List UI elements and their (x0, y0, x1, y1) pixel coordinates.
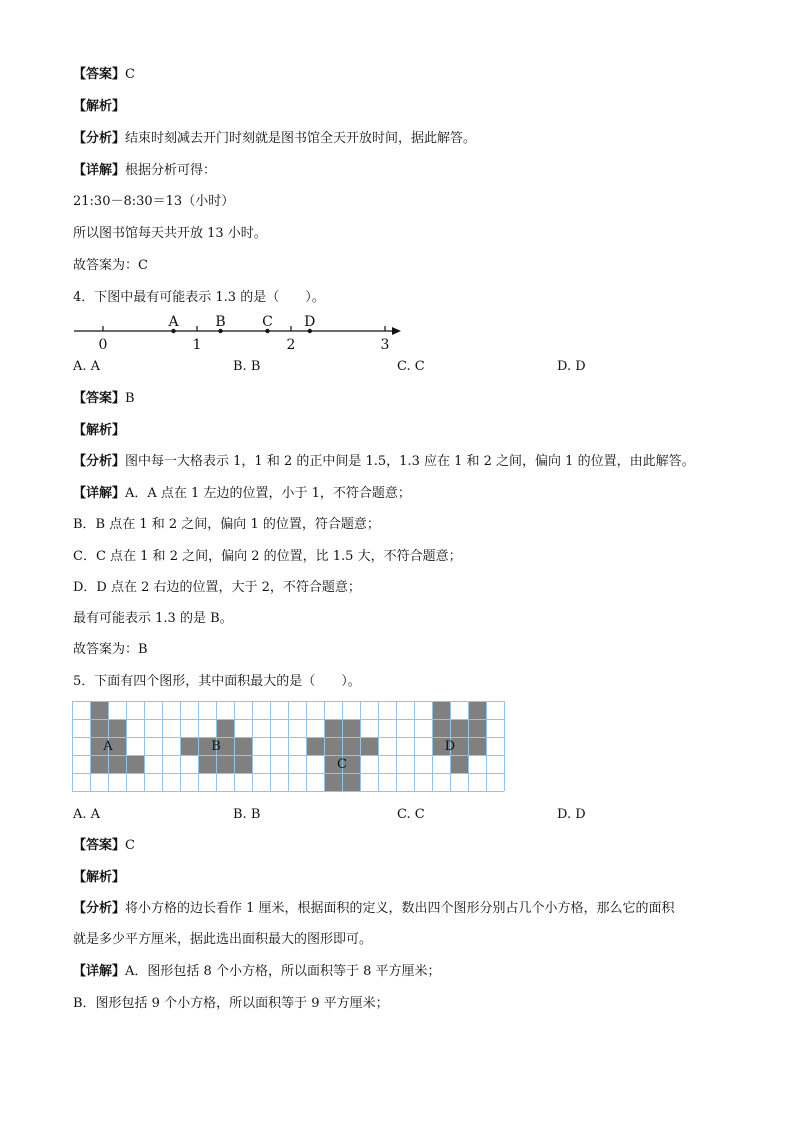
analysis-text: 图中每一大格表示 1，1 和 2 的正中间是 1.5，1.3 应在 1 和 2 之间，偏向 1 的位置，由此解答。 (125, 454, 695, 469)
point-label: B (215, 314, 226, 330)
q4-detail-line (73, 485, 411, 503)
shape-cell (90, 701, 108, 719)
q4-option-c: C. C (397, 359, 425, 374)
q4-stem: 4．下图中最有可能表示 1.3 的是（ ）。 (73, 290, 325, 305)
q5-option-d: D. D (557, 807, 586, 822)
shape-cell (324, 737, 342, 755)
q3-equation: 21:30－8:30＝13（小时） (73, 194, 235, 209)
shape-cell (234, 737, 252, 755)
shape-cell (432, 719, 450, 737)
q4-option-d: D. D (557, 359, 586, 374)
q4-detail-b: B．B 点在 1 和 2 之间，偏向 1 的位置，符合题意； (73, 517, 380, 532)
q4-answer-line (73, 390, 135, 408)
shape-cell (180, 737, 198, 755)
answer-tag: 【答案】 (73, 838, 126, 853)
area-grid-figure (72, 701, 506, 795)
shape-cell (198, 755, 216, 773)
detail-tag: 【详解】 (73, 163, 126, 178)
q5-stem: 5．下面有四个图形，其中面积最大的是（ ）。 (73, 674, 361, 689)
point-label: C (262, 314, 273, 330)
shape-cell (360, 737, 378, 755)
analysis-tag: 【分析】 (73, 131, 126, 146)
q4-detail-c: C．C 点在 1 和 2 之间，偏向 2 的位置，比 1.5 大，不符合题意； (73, 549, 462, 564)
analysis-tag: 【分析】 (73, 454, 126, 469)
shape-cell (90, 755, 108, 773)
shape-cell (468, 719, 486, 737)
detail-a: A．图形包括 8 个小方格，所以面积等于 8 平方厘米； (125, 964, 441, 979)
shape-cell (126, 755, 144, 773)
shape-label: B (211, 739, 221, 754)
q5-explain-tag: 【解析】 (73, 870, 126, 885)
shape-cell (108, 719, 126, 737)
shape-cell (324, 773, 342, 791)
answer-tag: 【答案】 (73, 391, 126, 406)
q4-analysis-line (73, 453, 695, 471)
analysis-tag: 【分析】 (73, 901, 126, 916)
shape-cell (90, 719, 108, 737)
shape-label: A (103, 739, 113, 754)
q3-conclusion: 所以图书馆每天共开放 13 小时。 (73, 226, 267, 241)
arrow-right-icon (392, 327, 401, 335)
analysis-text: 结束时刻减去开门时刻就是图书馆全天开放时间，据此解答。 (125, 131, 477, 146)
shape-cell (468, 737, 486, 755)
shape-cell (108, 755, 126, 773)
shape-label: C (337, 757, 347, 772)
q4-final-answer: 故答案为：B (73, 642, 148, 657)
shape-cell (324, 719, 342, 737)
q3-explain-tag: 【解析】 (73, 99, 126, 114)
shape-cell (450, 755, 468, 773)
q5-analysis-line (73, 900, 675, 918)
shape-cell (216, 719, 234, 737)
tick-label: 0 (98, 337, 108, 353)
tick-label: 2 (286, 337, 296, 353)
shape-cell (468, 701, 486, 719)
q5-analysis-line-2: 就是多少平方厘米，据此选出面积最大的图形即可。 (73, 932, 373, 947)
shape-cell (432, 701, 450, 719)
q5-option-c: C. C (397, 807, 425, 822)
tick-label: 3 (380, 337, 390, 353)
shape-cell (450, 719, 468, 737)
q3-detail-line (73, 162, 216, 180)
q5-option-a: A. A (73, 807, 101, 822)
shape-cell (216, 755, 234, 773)
number-line-figure (70, 310, 410, 354)
q5-answer-line (73, 837, 135, 855)
point-label: A (168, 314, 179, 330)
q5-detail-b: B．图形包括 9 个小方格，所以面积等于 9 平方厘米； (73, 996, 389, 1011)
q4-option-b: B. B (233, 359, 261, 374)
point-label: D (304, 314, 316, 330)
shape-cell (234, 755, 252, 773)
detail-text: 根据分析可得： (125, 163, 217, 178)
q5-detail-line (73, 963, 440, 981)
q3-analysis-line (73, 130, 476, 148)
answer-value: B (125, 391, 135, 406)
detail-tag: 【详解】 (73, 964, 126, 979)
detail-a: A．A 点在 1 左边的位置，小于 1，不符合题意； (125, 486, 411, 501)
answer-value: C (125, 67, 135, 82)
answer-value: C (125, 838, 135, 853)
answer-tag: 【答案】 (73, 67, 126, 82)
tick-label: 1 (192, 337, 202, 353)
shape-label: D (444, 739, 456, 754)
shape-cell (306, 737, 324, 755)
detail-tag: 【详解】 (73, 486, 126, 501)
q4-explain-tag: 【解析】 (73, 423, 126, 438)
shape-cell (342, 737, 360, 755)
q4-detail-d: D．D 点在 2 右边的位置，大于 2，不符合题意； (73, 580, 361, 595)
q5-option-b: B. B (233, 807, 261, 822)
q4-conclusion: 最有可能表示 1.3 的是 B。 (73, 611, 233, 626)
shape-cell (342, 719, 360, 737)
shape-cell (342, 773, 360, 791)
q3-answer-line (73, 66, 135, 84)
analysis-text: 将小方格的边长看作 1 厘米，根据面积的定义，数出四个图形分别占几个小方格，那么它的面积 (125, 901, 675, 916)
q4-option-a: A. A (73, 359, 101, 374)
q3-final-answer: 故答案为：C (73, 258, 148, 273)
